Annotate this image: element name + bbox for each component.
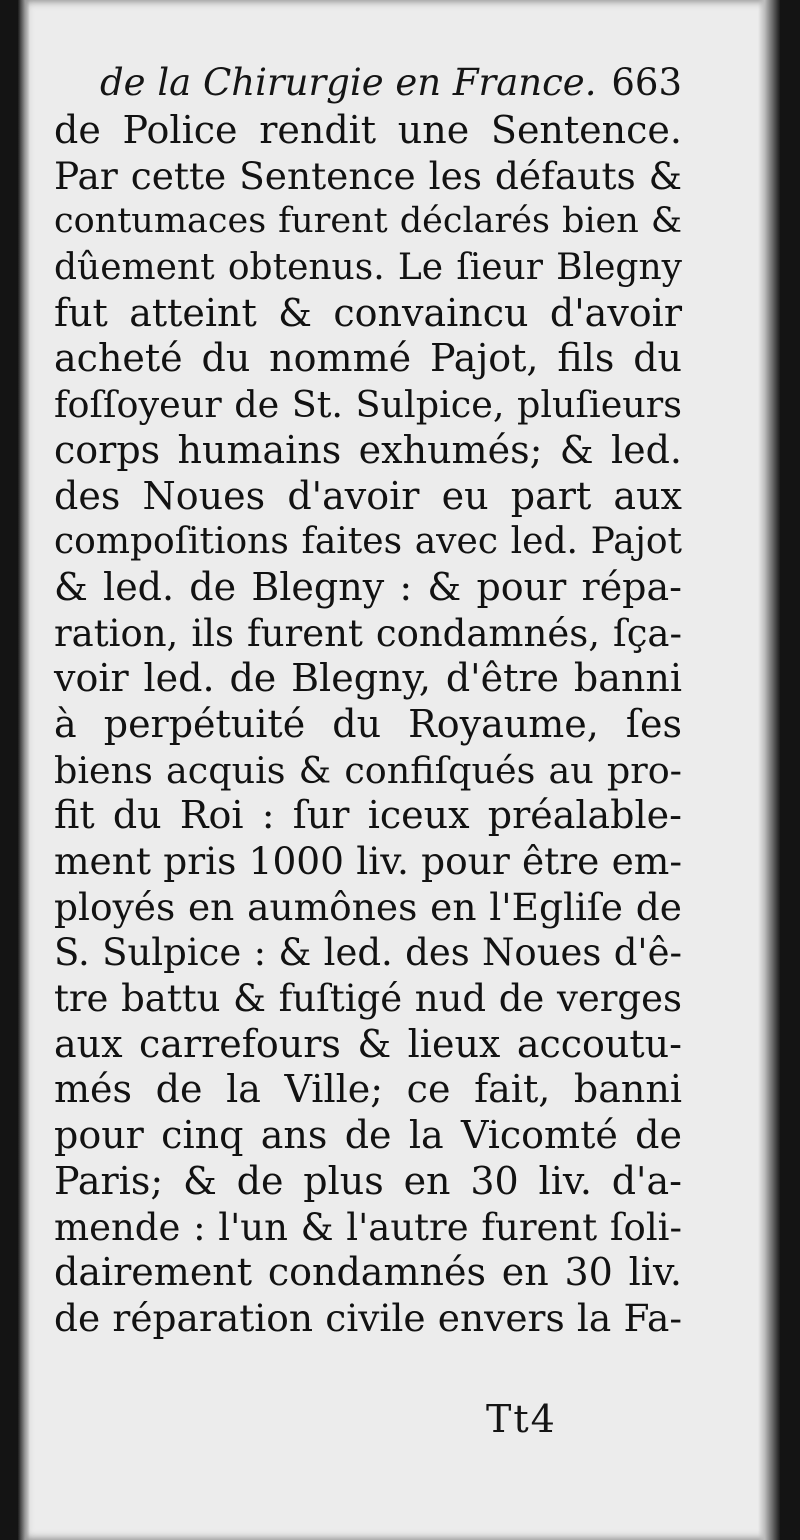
body-text: [54, 108, 682, 1342]
running-title: de la Chirurgie en France.: [100, 61, 597, 104]
text-line: ployés en aumônes en l'Egliſe de: [54, 884, 682, 929]
text-line: ration, ils furent condamnés, ſça-: [54, 611, 682, 655]
text-line: des Noues d'avoir eu part aux: [54, 473, 682, 518]
text-line: més de la Ville; ce fait, banni: [54, 1067, 682, 1112]
text-line: ment pris 1000 liv. pour être em-: [54, 839, 682, 883]
page-number: 663: [611, 61, 682, 104]
text-line: Paris; & de plus en 30 liv. d'a-: [54, 1158, 682, 1203]
text-line: voir led. de Blegny, d'être banni: [54, 656, 682, 701]
page-gutter-shadow: [18, 0, 30, 1540]
text-line: compoſitions faites avec led. Pajot: [54, 521, 682, 563]
page-header: [100, 56, 682, 110]
text-line: de Police rendit une Sentence.: [54, 108, 682, 152]
text-line: foſſoyeur de St. Sulpice, pluſieurs: [54, 383, 682, 427]
text-line: pour cinq ans de la Vicomté de: [54, 1113, 682, 1158]
text-line: contumaces furent déclarés bien &: [54, 201, 682, 242]
text-line: fut atteint & convaincu d'avoir: [54, 290, 682, 335]
text-line: biens acquis & confiſqués au pro-: [54, 748, 682, 792]
text-line: corps humains exhumés; & led.: [54, 427, 682, 472]
text-line: mende : l'un & l'autre furent ſoli-: [54, 1205, 682, 1249]
text-line: dûement obtenus. Le ſieur Blegny: [54, 247, 682, 289]
text-line: dairement condamnés en 30 liv.: [54, 1250, 682, 1295]
text-line: & led. de Blegny : & pour répa-: [54, 564, 682, 609]
signature-mark: Tt4: [486, 1397, 557, 1441]
text-line: à perpétuité du Royaume, ſes: [54, 701, 682, 746]
text-line: S. Sulpice : & led. des Noues d'ê-: [54, 931, 682, 975]
text-line: fit du Roi : ſur iceux préalable-: [54, 793, 682, 838]
text-line: aux carrefours & lieux accoutu-: [54, 1021, 682, 1066]
text-line: Par cette Sentence les défauts &: [54, 153, 682, 198]
text-line: tre battu & fuſtigé nud de verges: [54, 977, 682, 1021]
text-line: acheté du nommé Pajot, fils du: [54, 336, 682, 381]
page-edge-shadow: [758, 0, 780, 1540]
book-page: [18, 0, 780, 1540]
text-line: de réparation civile envers la Fa-: [54, 1295, 682, 1340]
